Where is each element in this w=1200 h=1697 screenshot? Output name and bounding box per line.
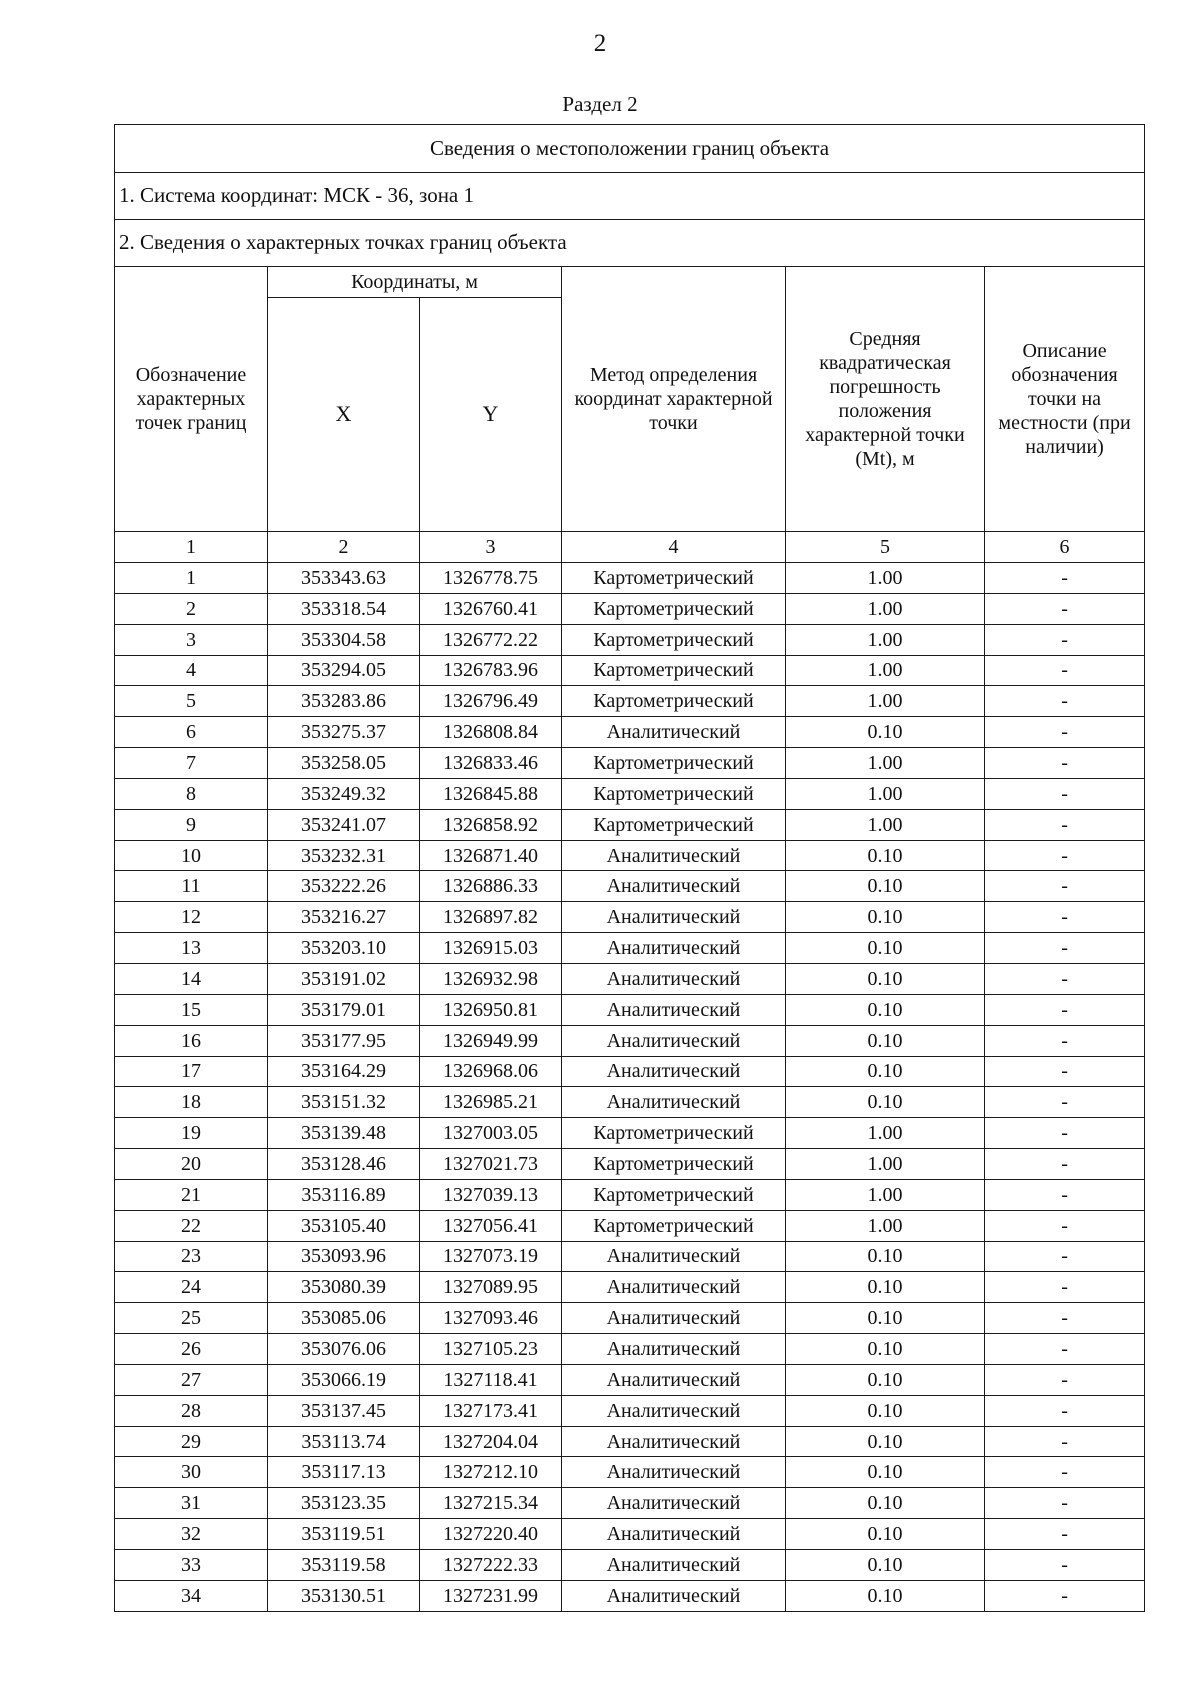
table-row [115,1025,1145,1056]
coord-y: 1326808.84 [420,717,562,748]
description-cell: - [985,1303,1145,1334]
table-row [115,1241,1145,1272]
point-designation: 1 [115,563,268,594]
method-cell: Аналитический [562,1395,786,1426]
description-cell: - [985,871,1145,902]
method-cell: Аналитический [562,1025,786,1056]
method-cell: Аналитический [562,902,786,933]
description-cell: - [985,840,1145,871]
error-cell: 1.00 [786,563,985,594]
description-cell: - [985,1272,1145,1303]
table-row [115,1488,1145,1519]
method-cell: Картометрический [562,1118,786,1149]
coord-x: 353258.05 [268,748,420,779]
point-designation: 10 [115,840,268,871]
error-cell: 0.10 [786,1550,985,1581]
coord-x: 353283.86 [268,686,420,717]
method-cell: Аналитический [562,933,786,964]
error-cell: 1.00 [786,809,985,840]
description-cell: - [985,1210,1145,1241]
coord-x: 353177.95 [268,1025,420,1056]
coord-x: 353130.51 [268,1580,420,1611]
table-row [115,1087,1145,1118]
description-cell: - [985,1364,1145,1395]
table-row [115,655,1145,686]
method-cell: Картометрический [562,655,786,686]
table-row [115,1272,1145,1303]
description-cell: - [985,902,1145,933]
table-row [115,1364,1145,1395]
table-row [115,1149,1145,1180]
point-designation: 2 [115,593,268,624]
method-cell: Аналитический [562,1519,786,1550]
point-designation: 8 [115,778,268,809]
header-row-top [115,267,1145,298]
method-cell: Аналитический [562,994,786,1025]
table-row [115,1457,1145,1488]
method-cell: Аналитический [562,871,786,902]
description-cell: - [985,963,1145,994]
section-label: Раздел 2 [562,92,638,116]
error-cell: 0.10 [786,1426,985,1457]
error-cell: 0.10 [786,717,985,748]
coord-y: 1327093.46 [420,1303,562,1334]
description-cell: - [985,1241,1145,1272]
method-cell: Аналитический [562,1334,786,1365]
error-cell: 0.10 [786,1241,985,1272]
header-method: Метод определения координат характерной точки [562,267,786,532]
point-designation: 19 [115,1118,268,1149]
description-cell: - [985,1426,1145,1457]
point-designation: 17 [115,1056,268,1087]
coord-x: 353318.54 [268,593,420,624]
column-number: 3 [420,532,562,563]
table-row [115,1179,1145,1210]
table-row [115,1118,1145,1149]
error-cell: 0.10 [786,963,985,994]
error-cell: 0.10 [786,1334,985,1365]
coord-x: 353249.32 [268,778,420,809]
coord-y: 1327215.34 [420,1488,562,1519]
coord-x: 353085.06 [268,1303,420,1334]
point-designation: 34 [115,1580,268,1611]
coord-y: 1327220.40 [420,1519,562,1550]
description-cell: - [985,809,1145,840]
table-row [115,748,1145,779]
table-row [115,1056,1145,1087]
method-cell: Аналитический [562,1580,786,1611]
point-designation: 18 [115,1087,268,1118]
method-cell: Аналитический [562,963,786,994]
description-cell: - [985,1550,1145,1581]
error-cell: 0.10 [786,871,985,902]
coordinate-system: 1. Система координат: МСК - 36, зона 1 [115,173,1145,220]
error-cell: 0.10 [786,1025,985,1056]
table-row [115,1303,1145,1334]
description-cell: - [985,593,1145,624]
error-cell: 0.10 [786,1364,985,1395]
point-designation: 31 [115,1488,268,1519]
points-info-row [115,220,1145,267]
column-number: 2 [268,532,420,563]
table-row [115,563,1145,594]
description-cell: - [985,1580,1145,1611]
method-cell: Аналитический [562,1426,786,1457]
coord-y: 1327173.41 [420,1395,562,1426]
method-cell: Картометрический [562,1149,786,1180]
coord-x: 353191.02 [268,963,420,994]
method-cell: Аналитический [562,1488,786,1519]
error-cell: 0.10 [786,1395,985,1426]
error-cell: 1.00 [786,593,985,624]
error-cell: 0.10 [786,1272,985,1303]
description-cell: - [985,686,1145,717]
point-designation: 26 [115,1334,268,1365]
point-designation: 5 [115,686,268,717]
table-row [115,963,1145,994]
coord-y: 1327204.04 [420,1426,562,1457]
method-cell: Картометрический [562,686,786,717]
point-designation: 22 [115,1210,268,1241]
coord-y: 1327212.10 [420,1457,562,1488]
table-row [115,933,1145,964]
error-cell: 0.10 [786,1056,985,1087]
description-cell: - [985,624,1145,655]
point-designation: 30 [115,1457,268,1488]
table-row [115,840,1145,871]
coord-y: 1326949.99 [420,1025,562,1056]
coord-x: 353164.29 [268,1056,420,1087]
point-designation: 21 [115,1179,268,1210]
error-cell: 1.00 [786,1149,985,1180]
coord-y: 1326897.82 [420,902,562,933]
error-cell: 1.00 [786,1210,985,1241]
point-designation: 7 [115,748,268,779]
table-row [115,902,1145,933]
coord-y: 1327222.33 [420,1550,562,1581]
coord-y: 1326950.81 [420,994,562,1025]
table-row [115,1519,1145,1550]
coord-x: 353304.58 [268,624,420,655]
method-cell: Аналитический [562,1457,786,1488]
table-row [115,1334,1145,1365]
column-number: 5 [786,532,985,563]
description-cell: - [985,1025,1145,1056]
coord-y: 1326783.96 [420,655,562,686]
error-cell: 1.00 [786,655,985,686]
coord-x: 353232.31 [268,840,420,871]
description-cell: - [985,1457,1145,1488]
coord-x: 353123.35 [268,1488,420,1519]
coord-x: 353343.63 [268,563,420,594]
coord-y: 1327105.23 [420,1334,562,1365]
coord-x: 353066.19 [268,1364,420,1395]
coord-y: 1327039.13 [420,1179,562,1210]
table-row [115,1550,1145,1581]
method-cell: Картометрический [562,1210,786,1241]
table-row [115,809,1145,840]
table-row [115,686,1145,717]
coord-y: 1327073.19 [420,1241,562,1272]
column-number-row [115,532,1145,563]
coord-y: 1327003.05 [420,1118,562,1149]
column-number: 1 [115,532,268,563]
coord-x: 353093.96 [268,1241,420,1272]
point-designation: 4 [115,655,268,686]
coord-y: 1326772.22 [420,624,562,655]
coord-y: 1326796.49 [420,686,562,717]
method-cell: Аналитический [562,1087,786,1118]
coord-y: 1327021.73 [420,1149,562,1180]
page-number: 2 [593,30,607,57]
coord-y: 1326833.46 [420,748,562,779]
description-cell: - [985,1056,1145,1087]
method-cell: Аналитический [562,840,786,871]
point-designation: 24 [115,1272,268,1303]
point-designation: 23 [115,1241,268,1272]
point-designation: 12 [115,902,268,933]
coord-y: 1327118.41 [420,1364,562,1395]
method-cell: Картометрический [562,593,786,624]
error-cell: 0.10 [786,1519,985,1550]
method-cell: Картометрический [562,563,786,594]
method-cell: Аналитический [562,1550,786,1581]
coord-x: 353179.01 [268,994,420,1025]
error-cell: 1.00 [786,1118,985,1149]
description-cell: - [985,1179,1145,1210]
coord-x: 353222.26 [268,871,420,902]
header-coordinates: Координаты, м [268,267,562,298]
coord-x: 353076.06 [268,1334,420,1365]
description-cell: - [985,1149,1145,1180]
error-cell: 0.10 [786,1087,985,1118]
error-cell: 1.00 [786,686,985,717]
coord-x: 353137.45 [268,1395,420,1426]
point-designation: 27 [115,1364,268,1395]
error-cell: 0.10 [786,994,985,1025]
description-cell: - [985,1118,1145,1149]
method-cell: Картометрический [562,809,786,840]
boundary-points-table [114,124,1145,1612]
error-cell: 0.10 [786,1303,985,1334]
description-cell: - [985,1395,1145,1426]
coord-y: 1326932.98 [420,963,562,994]
point-designation: 3 [115,624,268,655]
error-cell: 0.10 [786,1488,985,1519]
coord-x: 353117.13 [268,1457,420,1488]
table-title-row [115,125,1145,173]
error-cell: 0.10 [786,902,985,933]
error-cell: 1.00 [786,778,985,809]
coord-x: 353080.39 [268,1272,420,1303]
coord-x: 353119.51 [268,1519,420,1550]
description-cell: - [985,717,1145,748]
description-cell: - [985,1519,1145,1550]
description-cell: - [985,655,1145,686]
coord-x: 353241.07 [268,809,420,840]
coord-x: 353128.46 [268,1149,420,1180]
coord-x: 353116.89 [268,1179,420,1210]
description-cell: - [985,994,1145,1025]
table-row [115,593,1145,624]
coord-y: 1326778.75 [420,563,562,594]
column-number: 6 [985,532,1145,563]
column-number: 4 [562,532,786,563]
coord-y: 1327089.95 [420,1272,562,1303]
coord-x: 353119.58 [268,1550,420,1581]
error-cell: 0.10 [786,933,985,964]
coord-x: 353113.74 [268,1426,420,1457]
table-row [115,871,1145,902]
method-cell: Аналитический [562,1364,786,1395]
error-cell: 1.00 [786,1179,985,1210]
coord-y: 1327056.41 [420,1210,562,1241]
point-designation: 20 [115,1149,268,1180]
coord-y: 1326845.88 [420,778,562,809]
error-cell: 0.10 [786,1457,985,1488]
point-designation: 32 [115,1519,268,1550]
table-row [115,1210,1145,1241]
method-cell: Картометрический [562,1179,786,1210]
point-designation: 25 [115,1303,268,1334]
point-designation: 15 [115,994,268,1025]
coord-x: 353105.40 [268,1210,420,1241]
point-designation: 6 [115,717,268,748]
table-row [115,624,1145,655]
point-designation: 14 [115,963,268,994]
point-designation: 29 [115,1426,268,1457]
table-row [115,1395,1145,1426]
header-designation: Обозначение характерных точек границ [115,267,268,532]
coord-y: 1326871.40 [420,840,562,871]
description-cell: - [985,748,1145,779]
header-x: X [268,298,420,532]
coord-x: 353216.27 [268,902,420,933]
method-cell: Аналитический [562,717,786,748]
coord-x: 353151.32 [268,1087,420,1118]
coord-y: 1326858.92 [420,809,562,840]
error-cell: 0.10 [786,1580,985,1611]
table-row [115,717,1145,748]
method-cell: Картометрический [562,778,786,809]
method-cell: Аналитический [562,1303,786,1334]
header-y: Y [420,298,562,532]
header-description: Описание обозначения точки на местности (при наличии) [985,267,1145,532]
coord-y: 1326985.21 [420,1087,562,1118]
method-cell: Картометрический [562,624,786,655]
point-designation: 11 [115,871,268,902]
description-cell: - [985,933,1145,964]
point-designation: 28 [115,1395,268,1426]
table-row [115,778,1145,809]
error-cell: 1.00 [786,748,985,779]
method-cell: Картометрический [562,748,786,779]
point-designation: 9 [115,809,268,840]
coord-y: 1326915.03 [420,933,562,964]
header-error: Средняя квадратическая погрешность положения характерной точки (Mt), м [786,267,985,532]
description-cell: - [985,1087,1145,1118]
points-info: 2. Сведения о характерных точках границ объекта [115,220,1145,267]
point-designation: 16 [115,1025,268,1056]
point-designation: 13 [115,933,268,964]
table-row [115,994,1145,1025]
table-title: Сведения о местоположении границ объекта [115,125,1145,173]
point-designation: 33 [115,1550,268,1581]
coord-y: 1327231.99 [420,1580,562,1611]
coord-x: 353294.05 [268,655,420,686]
coordinate-system-row [115,173,1145,220]
coord-y: 1326968.06 [420,1056,562,1087]
method-cell: Аналитический [562,1056,786,1087]
description-cell: - [985,778,1145,809]
method-cell: Аналитический [562,1272,786,1303]
error-cell: 1.00 [786,624,985,655]
description-cell: - [985,1334,1145,1365]
description-cell: - [985,1488,1145,1519]
description-cell: - [985,563,1145,594]
coord-x: 353203.10 [268,933,420,964]
method-cell: Аналитический [562,1241,786,1272]
coord-x: 353139.48 [268,1118,420,1149]
coord-x: 353275.37 [268,717,420,748]
error-cell: 0.10 [786,840,985,871]
coord-y: 1326760.41 [420,593,562,624]
table-row [115,1580,1145,1611]
coord-y: 1326886.33 [420,871,562,902]
table-row [115,1426,1145,1457]
